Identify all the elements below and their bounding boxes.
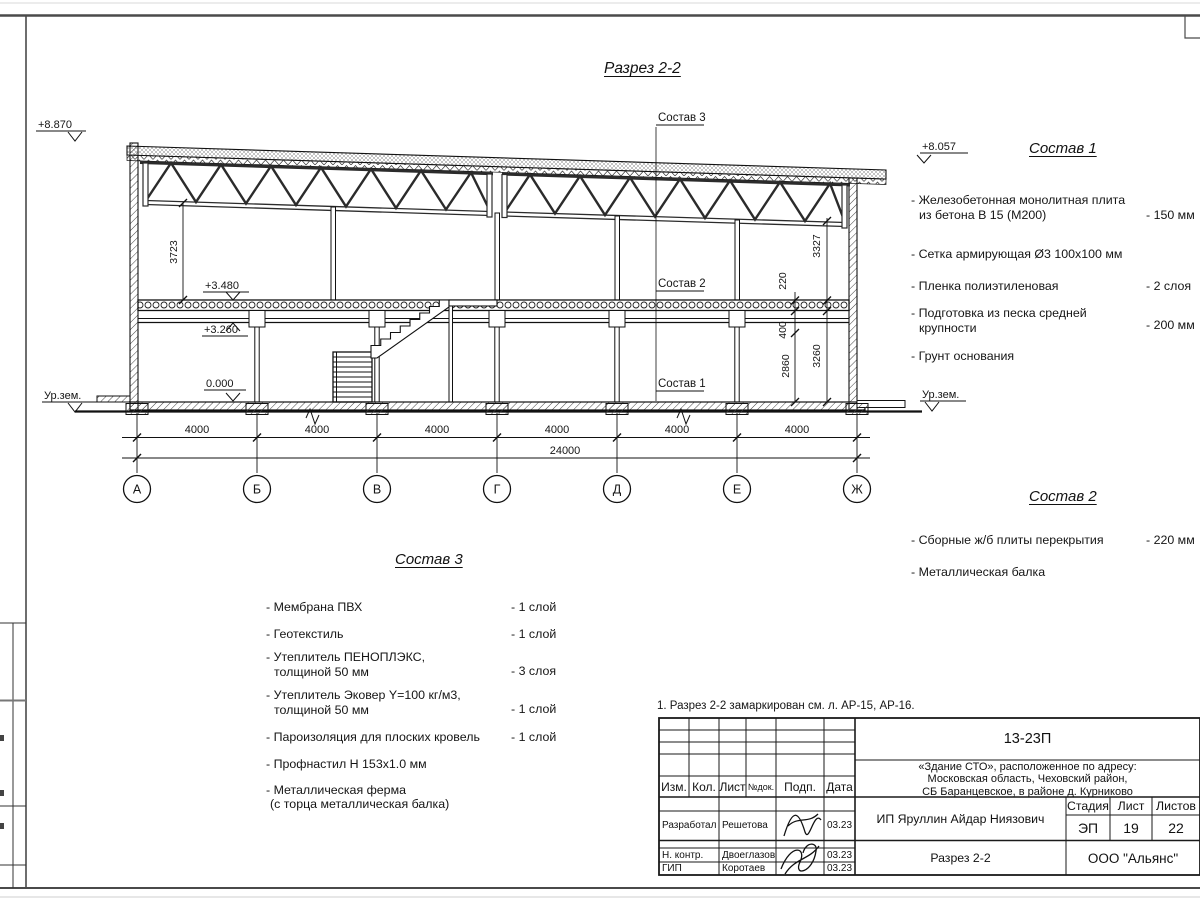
sostav3-item: - Утеплитель ПЕНОПЛЭКС, [266, 650, 426, 664]
sostav1-item: - Подготовка из песка средней [911, 306, 1087, 320]
elev-slab-label: +3.480 [205, 280, 239, 292]
leader-sostav3-label: Состав 3 [658, 112, 706, 124]
tb-name: Коротаев [722, 863, 766, 874]
ground-left-label: Ур.зем. [44, 390, 82, 402]
dimension-chain [122, 413, 870, 473]
dim-3260: 3260 [811, 344, 823, 368]
axis-label: Г [493, 482, 501, 497]
sostav1-item-line2: крупности [919, 321, 977, 335]
sostav1-item-value: - 2 слоя [1146, 279, 1192, 293]
dim-400: 400 [777, 321, 789, 339]
tb-sheet-value: 19 [1123, 819, 1139, 836]
tb-name: Решетова [722, 820, 768, 831]
signature-gip [781, 844, 819, 874]
sostav1-item-value: - 200 мм [1146, 318, 1195, 332]
composition-leader [656, 112, 706, 401]
tb-role: ГИП [662, 863, 682, 874]
sostav2-item: - Металлическая балка [911, 565, 1046, 579]
axis-label: А [132, 482, 142, 497]
sostav3-item: - Профнастил Н 153х1.0 мм [266, 757, 427, 771]
sostav1-item-line2: из бетона В 15 (М200) [919, 208, 1047, 222]
sostav3-item-line2: толщиной 50 мм [274, 703, 369, 717]
tb-sheet-label: Лист [1117, 799, 1145, 813]
sostav3-item-value: - 1 слой [511, 702, 557, 716]
tb-stage-label: Стадия [1067, 799, 1109, 813]
tb-header-list: Лист [719, 779, 746, 794]
dim-label: 4000 [784, 424, 810, 436]
sostav1-heading: Состав 1 [1029, 140, 1097, 157]
ground-right-label: Ур.зем. [922, 389, 960, 401]
dim-3327: 3327 [811, 234, 823, 258]
sostav3-item-value: - 1 слой [511, 627, 557, 641]
left-wall [130, 143, 138, 410]
axis-label: Е [732, 482, 742, 497]
elev-right-top-label: +8.057 [922, 141, 956, 153]
side-stamp [0, 623, 26, 888]
elev-left-top-label: +8.870 [38, 119, 72, 131]
signatures [781, 814, 821, 874]
sostav3-heading: Состав 3 [395, 551, 463, 568]
tb-header-kol: Кол. [692, 779, 716, 794]
sostav1-item-value: - 150 мм [1146, 208, 1195, 222]
elev-beam-label: +3.260 [204, 324, 238, 336]
sostav3-item: - Утеплитель Эковер Y=100 кг/м3, [266, 688, 461, 702]
dim-label: 4000 [304, 424, 330, 436]
drawing-title: Разрез 2-2 [604, 60, 681, 77]
axis-label: В [372, 482, 382, 497]
axis-label: Ж [851, 482, 863, 497]
leader-sostav1-label: Состав 1 [658, 378, 706, 390]
dim-label: 4000 [424, 424, 450, 436]
project-address [855, 761, 1200, 797]
dim-label: 4000 [184, 424, 210, 436]
tb-header-izm: Изм. [661, 779, 687, 794]
address-line: СБ Баранцевское, в районе д. Курниково [922, 785, 1133, 798]
leader-sostav2-label: Состав 2 [658, 278, 706, 290]
dim-label: 4000 [664, 424, 690, 436]
sostav3-item-line2: толщиной 50 мм [274, 665, 369, 679]
address-line: Московская область, Чеховский район, [927, 773, 1128, 786]
sostav2-heading: Состав 2 [1029, 488, 1097, 505]
tb-client: ИП Яруллин Айдар Ниязович [876, 811, 1045, 826]
tb-date: 03.23 [826, 863, 853, 874]
sostav3-item: - Геотекстиль [266, 627, 344, 641]
tb-date: 03.23 [826, 820, 853, 831]
sostav3-item-value: - 1 слой [511, 600, 557, 614]
tb-sheets-value: 22 [1168, 819, 1184, 836]
tb-role: Разработал [662, 820, 717, 831]
tb-sheet-title: Разрез 2-2 [930, 851, 991, 865]
dim-2860: 2860 [780, 354, 792, 378]
sostav3-item: - Мембрана ПВХ [266, 600, 363, 614]
tb-name: Двоеглазов [722, 849, 776, 861]
sostav1-item: - Сетка армирующая Ø3 100х100 мм [911, 247, 1123, 261]
sostav1-item: - Железобетонная монолитная плита [911, 193, 1126, 207]
sostav1-item: - Грунт основания [911, 349, 1015, 363]
elev-floor-label: 0.000 [206, 378, 234, 390]
tb-role: Н. контр. [662, 849, 704, 861]
tb-date: 03.23 [826, 849, 853, 861]
address-line: «Здание СТО», расположенное по адресу: [918, 761, 1137, 773]
sostav2-item-value: - 220 мм [1146, 533, 1195, 547]
staircase [333, 300, 497, 402]
dim-220: 220 [777, 272, 789, 290]
dim-label: 4000 [544, 424, 570, 436]
signature-razrabotal [784, 814, 821, 836]
grid-axes [124, 476, 871, 503]
sheet-note: 1. Разрез 2-2 замаркирован см. л. АР-15, АР-16. [657, 700, 915, 712]
tb-company: ООО "Альянс" [1087, 850, 1179, 866]
tb-header-podp: Подп. [784, 779, 816, 794]
sostav3-item-line2: (с торца металлическая балка) [270, 797, 450, 811]
sostav1-item: - Пленка полиэтиленовая [911, 279, 1059, 293]
right-wall [849, 178, 857, 410]
axis-label: Б [252, 482, 262, 497]
tb-header-ndok: №док. [747, 781, 775, 792]
axis-label: Д [612, 482, 622, 497]
sostav3-item-value: - 3 слоя [511, 664, 557, 678]
sostav3-item: - Металлическая ферма [266, 783, 406, 797]
tb-header-data: Дата [826, 779, 853, 794]
dim-3723: 3723 [168, 240, 180, 264]
doc-number: 13-23П [1003, 731, 1052, 747]
total-dim-label: 24000 [549, 445, 581, 457]
sostav3-item-value: - 1 слой [511, 730, 557, 744]
tb-stage-value: ЭП [1077, 819, 1099, 836]
sostav3-item: - Пароизоляция для плоских кровель [266, 730, 480, 744]
sostav2-item: - Сборные ж/б плиты перекрытия [911, 533, 1104, 547]
tb-sheets-label: Листов [1156, 799, 1196, 813]
